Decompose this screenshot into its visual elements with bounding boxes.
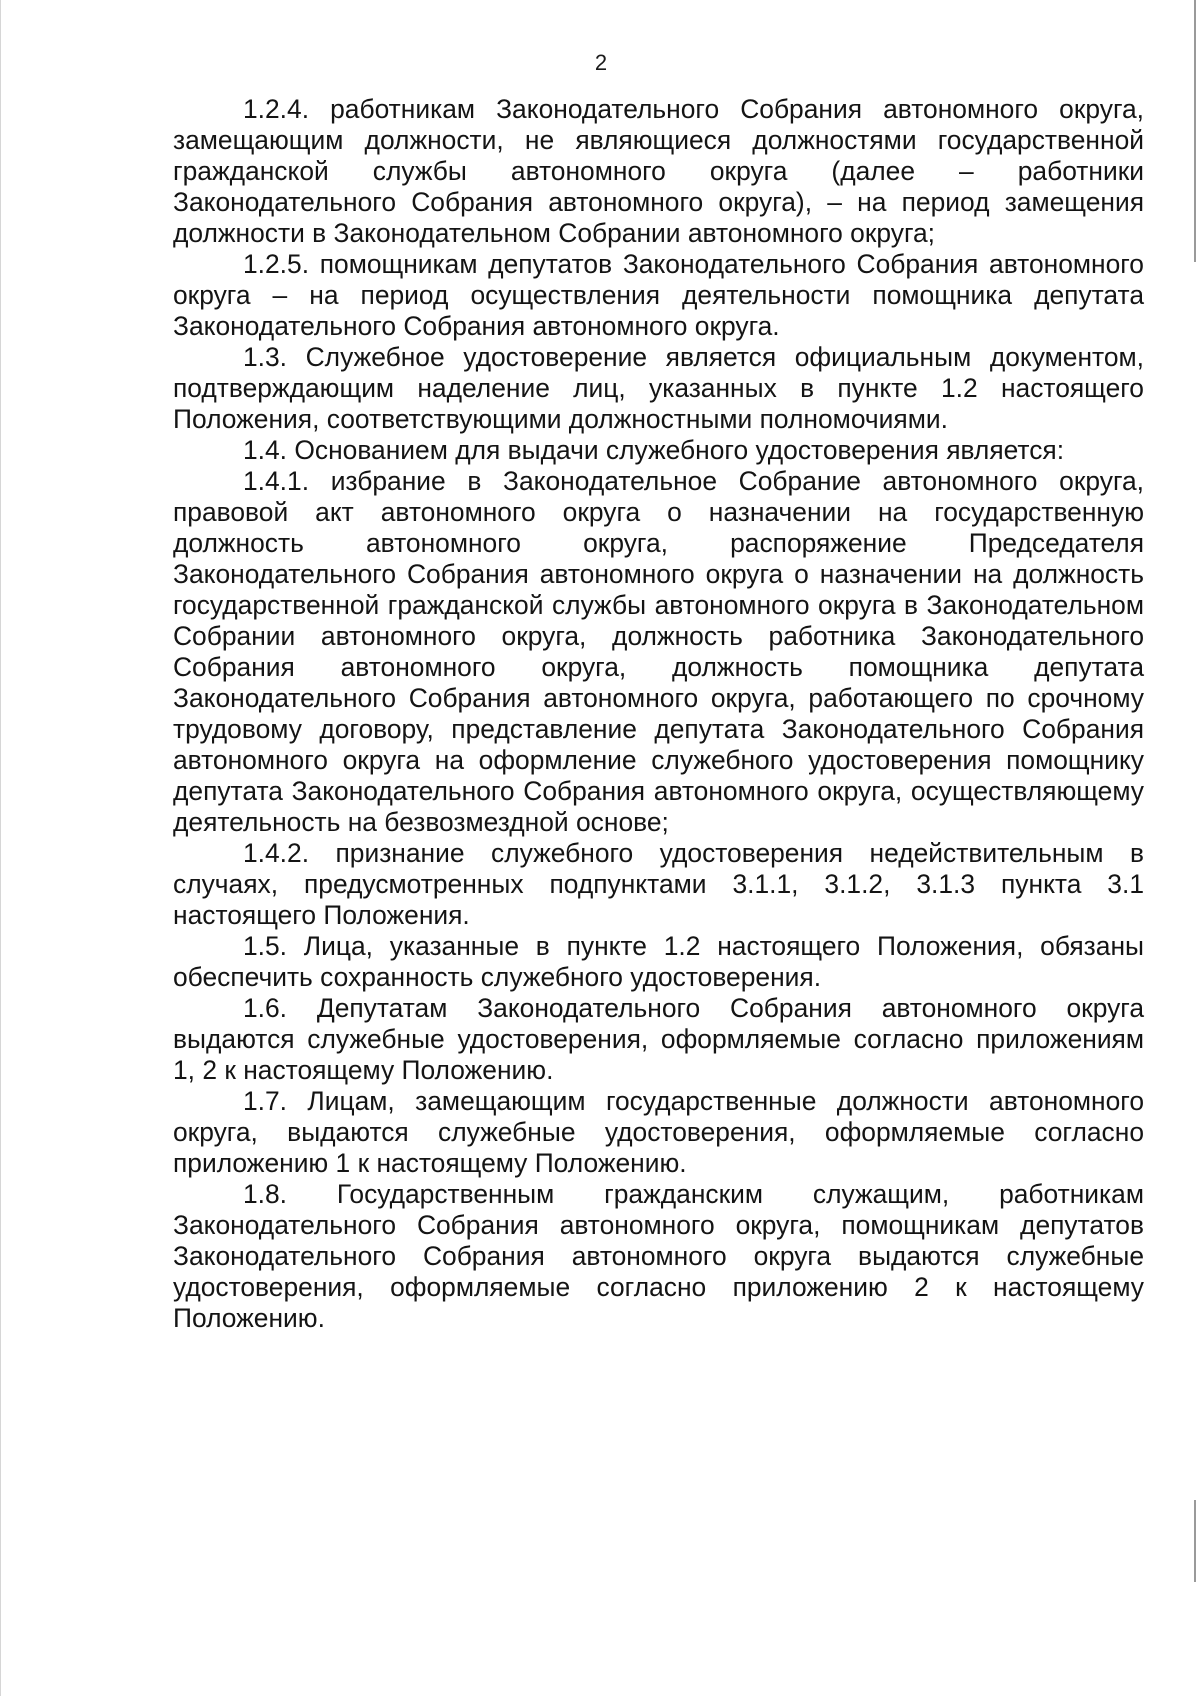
scan-edge-mark	[1194, 0, 1196, 262]
scan-edge-mark	[1194, 1500, 1196, 1582]
paragraph-1-7: 1.7. Лицам, замещающим государственные должности автономного округа, выдаются служебные удостоверения, оформляемые согласно приложению 1 к настоящему Положению.	[173, 1086, 1144, 1178]
paragraph-1-4-2: 1.4.2. признание служебного удостоверения недействительным в случаях, предусмотренных подпунктами 3.1.1, 3.1.2, 3.1.3 пункта 3.1 настоящего Положения.	[173, 838, 1144, 930]
document-body	[173, 94, 1144, 1334]
paragraph-1-5: 1.5. Лица, указанные в пункте 1.2 настоящего Положения, обязаны обеспечить сохранность служебного удостоверения.	[173, 931, 1144, 992]
paragraph-1-8: 1.8. Государственным гражданским служащим, работникам Законодательного Собрания автономного округа, помощникам депутатов Законодательного Собрания автономного округа выдаются служебные удостоверения, оформляемые согласно приложению 2 к настоящему Положению.	[173, 1179, 1144, 1333]
paragraph-1-3: 1.3. Служебное удостоверение является официальным документом, подтверждающим наделение лиц, указанных в пункте 1.2 настоящего Положения, соответствующими должностными полномочиями.	[173, 342, 1144, 434]
paragraph-1-2-4: 1.2.4. работникам Законодательного Собрания автономного округа, замещающим должности, не являющиеся должностями государственной гражданской службы автономного округа (далее – работники Законодательного Собрания автономного округа), – на период замещения должности в Законодательном Собрании автономного округа;	[173, 94, 1144, 248]
paragraph-1-4-1: 1.4.1. избрание в Законодательное Собрание автономного округа, правовой акт автономного округа о назначении на государственную должность автономного округа, распоряжение Председателя Законодательного Собрания автономного округа о назначении на должность государственной гражданской службы автономного округа в Законодательном Собрании автономного округа, должность работника Законодательного Собрания автономного округа, должность помощника депутата Законодательного Собрания автономного округа, работающего по срочному трудовому договору, представление депутата Законодательного Собрания автономного округа на оформление служебного удостоверения помощнику депутата Законодательного Собрания автономного округа, осуществляющему деятельность на безвозмездной основе;	[173, 466, 1144, 837]
paragraph-1-2-5: 1.2.5. помощникам депутатов Законодательного Собрания автономного округа – на период осуществления деятельности помощника депутата Законодательного Собрания автономного округа.	[173, 249, 1144, 341]
paragraph-1-4: 1.4. Основанием для выдачи служебного удостоверения является:	[243, 435, 1065, 465]
page-number: 2	[594, 50, 608, 75]
paragraph-1-6: 1.6. Депутатам Законодательного Собрания автономного округа выдаются служебные удостоверения, оформляемые согласно приложениям 1, 2 к настоящему Положению.	[173, 993, 1144, 1085]
